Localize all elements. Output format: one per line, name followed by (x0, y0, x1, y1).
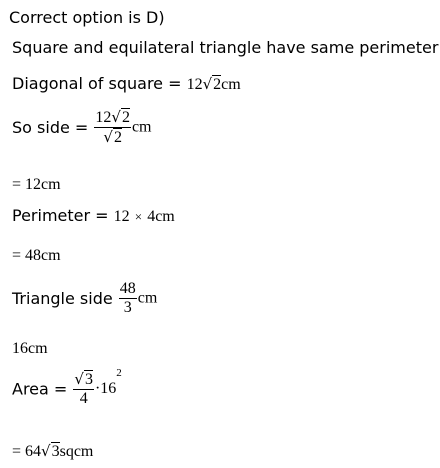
diagonal-coefficient: 12 (186, 76, 203, 93)
side-num-radicand: 2 (121, 109, 130, 126)
area-result-line (12, 441, 93, 461)
side-fraction (94, 108, 131, 147)
triangle-side-numerator: 48 (119, 280, 136, 297)
area-fraction-numerator (73, 370, 94, 390)
radical-icon: √ (103, 128, 113, 146)
triangle-side-label: Triangle side (12, 289, 118, 308)
area-result-radical (41, 442, 60, 461)
diagonal-radical (203, 75, 222, 94)
triangle-side-denominator: 3 (123, 299, 132, 316)
area-factor: ·16 (94, 380, 117, 397)
area-label: Area = (12, 379, 73, 399)
area-fraction-denominator: 4 (79, 390, 88, 407)
side-result: = 12cm (12, 176, 61, 193)
area-result-unit: sqcm (59, 443, 94, 460)
perimeter-factor-b: 4cm (147, 208, 175, 225)
area-result-radicand: 3 (51, 443, 60, 460)
triangle-side-unit: cm (137, 289, 158, 307)
area-fraction (73, 370, 94, 408)
perimeter-label: Perimeter = (12, 206, 114, 225)
triangle-side-line (12, 280, 157, 317)
area-line (12, 367, 122, 408)
perimeter-line (12, 206, 175, 226)
diagonal-label: Diagonal of square = (12, 74, 187, 93)
radical-icon: √ (41, 442, 51, 460)
side-label: So side = (12, 118, 94, 137)
area-exponent: 2 (116, 367, 122, 379)
radical-icon: √ (202, 75, 213, 93)
times-icon: × (134, 209, 143, 224)
diagonal-unit: cm (221, 76, 241, 93)
side-unit: cm (131, 118, 152, 136)
area-result-prefix: = 64 (12, 443, 42, 460)
radical-icon: √ (111, 108, 121, 126)
problem-statement: Square and equilateral triangle have same perimeter (12, 38, 439, 57)
side-line (12, 108, 152, 147)
perimeter-factor-a: 12 (113, 208, 130, 225)
diagonal-line (12, 74, 241, 94)
side-fraction-denominator (94, 128, 131, 147)
triangle-side-result: 16cm (12, 340, 48, 357)
answer-heading: Correct option is D) (9, 8, 165, 27)
side-fraction-numerator (94, 108, 131, 128)
side-den-radicand: 2 (113, 129, 122, 146)
diagonal-radicand: 2 (213, 76, 222, 93)
perimeter-result: = 48cm (12, 247, 61, 264)
triangle-side-fraction (119, 280, 137, 317)
side-num-coefficient: 12 (95, 109, 112, 126)
radical-icon: √ (74, 370, 84, 388)
area-num-radicand: 3 (84, 371, 93, 388)
